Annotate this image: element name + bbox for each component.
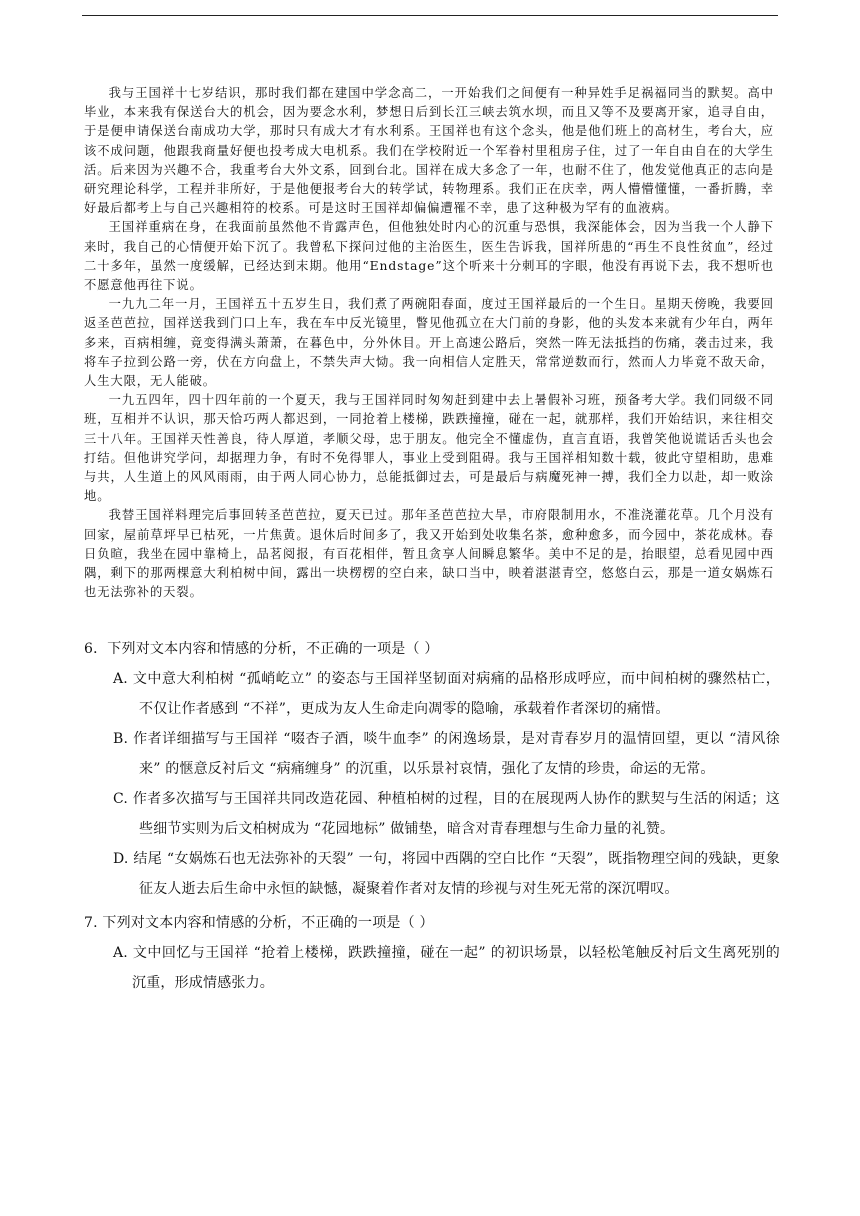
question-6-option-b: B. 作者详细描写与王国祥 “啜杏子酒，啖牛血李” 的闲逸场景，是对青春岁月的温情回望，更以 “清风徐来” 的惬意反衬后文 “病痛缠身” 的沉重，以乐景衬哀情，强化了友情的珍贵，命运的无常。	[113, 731, 780, 777]
passage-paragraph: 一九九二年一月，王国祥五十五岁生日，我们煮了两碗阳春面，度过王国祥最后的一个生日。星期天傍晚，我要回返圣芭芭拉，国祥送我到门口上车，我在车中反光镜里，瞥见他孤立在大门前的身影，他的头发本来就有少年白，两年多来，百病相缠，竟变得满头萧萧，在暮色中，分外休目。开上高速公路后，突然一阵无法抵挡的伤痛，袭击过来，我将车子拉到公路一旁，伏在方向盘上，不禁失声大恸。我一向相信人定胜天，常常逆数而行，然而人力毕竟不敌天命，人生大限，无人能破。	[84, 297, 774, 389]
question-6-stem: 6．下列对文本内容和情感的分析，不正确的一项是（ ）	[84, 641, 439, 657]
passage-paragraph: 我与王国祥十七岁结识，那时我们都在建国中学念高二，一开始我们之间便有一种异姓手足祸福同当的默契。高中毕业，本来我有保送台大的机会，因为要念水利，梦想日后到长江三峡去筑水坝，而且又等不及要离开家，追寻自由，于是便申请保送台南成功大学，那时只有成大才有水利系。王国祥也有这个念头，他是他们班上的高材生，考台大，应该不成问题，他跟我商量好便也投考成大电机系。我们在学校附近一个军眷村里租房子住，过了一年自由自在的大学生活。后来因为兴趣不合，我重考台大外文系，回到台北。国祥在成大多念了一年，也耐不住了，他发觉他真正的志向是研究理论科学，工程并非所好，于是他便报考台大的转学试，转物理系。我们正在庆幸，两人懵懵懂懂，一番折腾，幸好最后都考上与自己兴趣相符的校系。可是这时王国祥却偏偏遭罹不幸，患了这种极为罕有的血液病。	[84, 86, 774, 216]
header-rule	[82, 15, 778, 16]
question-6-option-c: C. 作者多次描写与王国祥共同改造花园、种植柏树的过程，目的在展现两人协作的默契与生活的闲适；这些细节实则为后文柏树成为 “花园地标” 做铺垫，暗含对青春理想与生命力量的礼赞。	[113, 791, 780, 837]
question-7	[84, 908, 780, 998]
passage-paragraph: 王国祥重病在身，在我面前虽然他不肯露声色，但他独处时内心的沉重与恐惧，我深能体会，因为当我一个人静下来时，我自己的心情便开始下沉了。我曾私下探问过他的主治医生，医生告诉我，国祥所患的“再生不良性贫血”，经过二十多年，虽然一度缓解，已经达到末期。他用“Endstage”这个听来十分刺耳的字眼，他没有再说下去，我不想听也不愿意他再往下说。	[84, 220, 774, 293]
question-section	[84, 634, 780, 998]
question-6	[84, 634, 780, 904]
question-6-option-a: A. 文中意大利柏树 “孤峭屹立” 的姿态与王国祥坚韧面对病痛的品格形成呼应，而中间柏树的骤然枯亡，不仅让作者感到 “不祥”，更成为友人生命走向凋零的隐喻，承载着作者深切的痛惜。	[113, 671, 780, 717]
passage-paragraph: 我替王国祥料理完后事回转圣芭芭拉，夏天已过。那年圣芭芭拉大旱，市府限制用水，不准浇灌花草。几个月没有回家，屋前草坪早已枯死，一片焦黄。退休后时间多了，我又开始到处收集名茶，愈种愈多，而今园中，茶花成林。春日负暄，我坐在园中靠椅上，品茗阅报，有百花相伴，暂且贪享人间瞬息繁华。美中不足的是，抬眼望，总看见园中西隅，剩下的那两棵意大利柏树中间，露出一块楞楞的空白来，缺口当中，映着湛湛青空，悠悠白云，那是一道女娲炼石也无法弥补的天裂。	[84, 508, 774, 600]
question-7-option-a: A. 文中回忆与王国祥 “抢着上楼梯，跌跌撞撞，碰在一起” 的初识场景，以轻松笔触反衬后文生离死别的沉重，形成情感张力。	[113, 945, 780, 991]
passage-paragraph: 一九五四年，四十四年前的一个夏天，我与王国祥同时匆匆赶到建中去上暑假补习班，预备考大学。我们同级不同班，互相并不认识，那天恰巧两人都迟到，一同抢着上楼梯，跌跌撞撞，碰在一起，就那样，我们开始结识，来往相交三十八年。王国祥天性善良，待人厚道，孝顺父母，忠于朋友。他完全不懂虚伪，直言直语，我曾笑他说谎话舌头也会打结。但他讲究学问，却据理力争，有时不免得罪人，事业上受到阻碍。我与王国祥相知数十载，彼此守望相助，患难与共，人生道上的风风雨雨，由于两人同心协力，总能抵御过去，可是最后与病魔死神一搏，我们全力以赴，却一败涂地。	[84, 393, 774, 504]
question-6-option-d: D. 结尾 “女娲炼石也无法弥补的天裂” 一句，将园中西隅的空白比作 “天裂”，既指物理空间的残缺，更象征友人逝去后生命中永恒的缺憾，凝聚着作者对友情的珍视与对生死无常的深沉喟叹。	[113, 851, 780, 897]
reading-passage	[84, 84, 774, 602]
question-7-stem: 7. 下列对文本内容和情感的分析，不正确的一项是（ ）	[84, 915, 434, 931]
